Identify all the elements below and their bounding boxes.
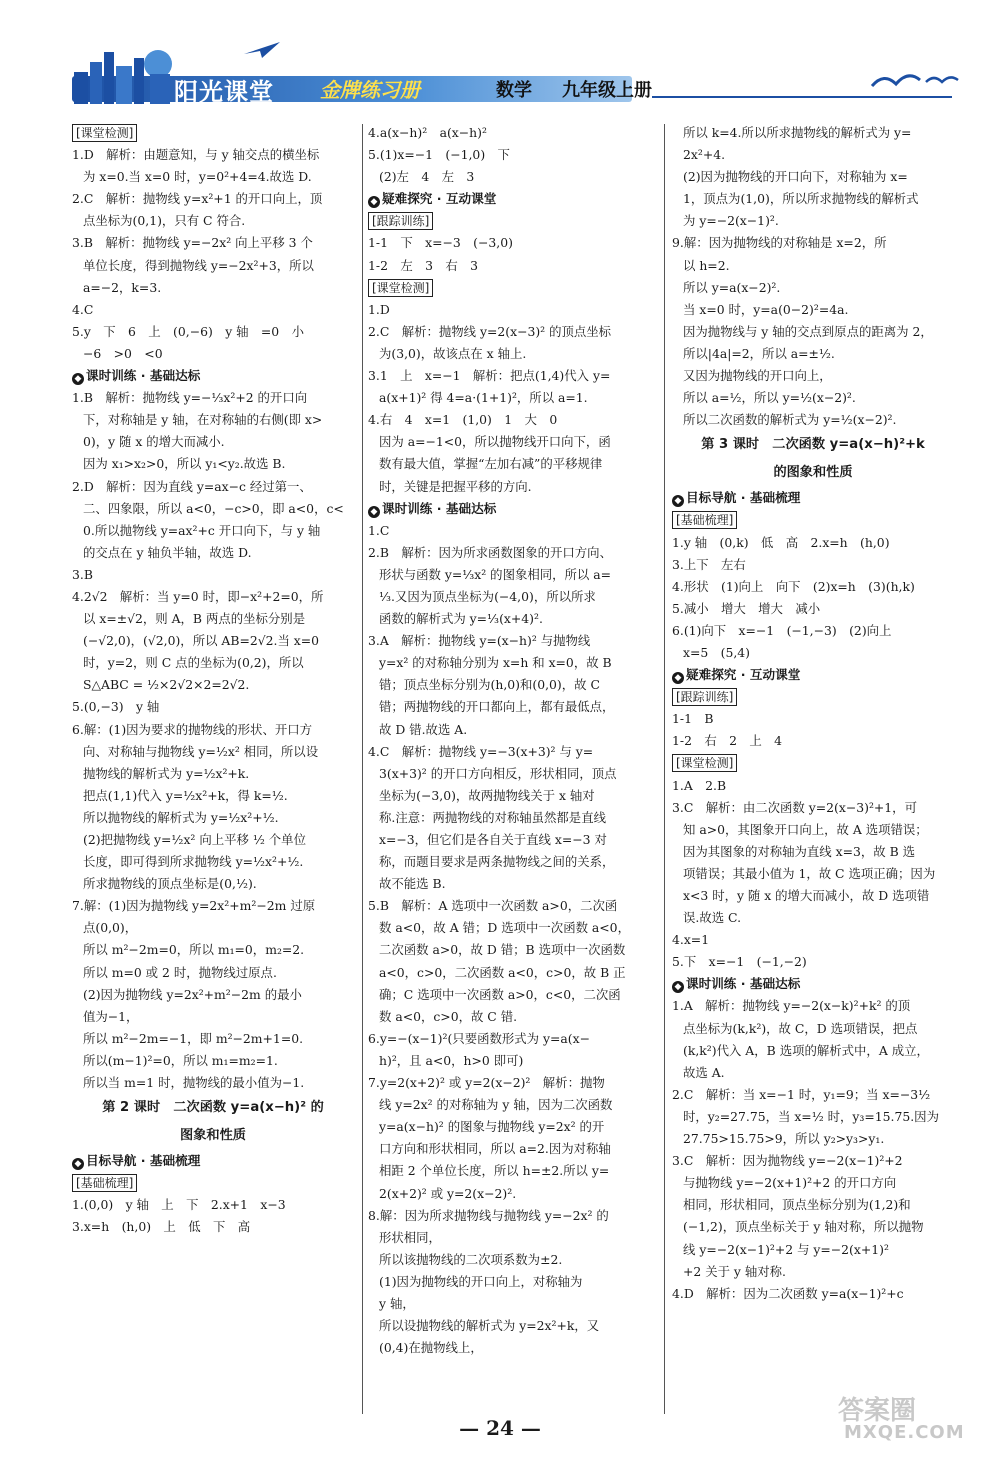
answer-continuation: 口方向和形状相同，所以 a=2.因为对称轴 [379,1141,611,1157]
grade-label: 九年级上册 [562,80,652,101]
answer-continuation: 为 x=0.当 x=0 时，y=0²+4=4.故选 D. [83,169,312,185]
answer-line: 9.解：因为抛物线的对称轴是 x=2，所 [672,235,887,251]
answer-continuation: (k,k²)代入 A，B 选项的解析式中，A 成立， [683,1042,929,1058]
section-heading-text: 目标导航 · 基础梳理 [86,1153,201,1169]
answer-line: 4.2√2 解析：当 y=0 时，即−x²+2=0，所 [72,588,324,604]
section-label-text: [跟踪训练] [368,212,433,230]
column-divider [362,124,363,1414]
answer-line: 3.A 解析：抛物线 y=(x−h)² 与抛物线 [368,633,591,649]
answer-continuation: 线 y=−2(x−1)²+2 与 y=−2(x+1)² [683,1241,889,1257]
answer-line: 5.y 下 6 上 (0,−6) y 轴 =0 小 [72,323,304,339]
answer-continuation: 把点(1,1)代入 y=½x²+k，得 k=½. [83,787,288,803]
answer-column-middle [368,122,648,1359]
answer-continuation: 1，顶点为(1,0)，所以所求抛物线的解析式 [683,191,919,207]
answer-line: 1.C [368,522,390,538]
answer-continuation: 数有最大值，掌握“左加右减”的平移规律 [379,456,603,472]
answer-continuation: 所以|4a|=2，所以 a=±½. [683,345,835,361]
answer-line: 4.形状 (1)向上 向下 (2)x=h (3)(h,k) [672,578,915,594]
answer-line: 5.B 解析：A 选项中一次函数 a>0，二次函 [368,898,618,914]
answer-continuation: 形状相同， [379,1229,441,1245]
answer-continuation: 称，而题目要求是两条抛物线之间的关系， [379,854,615,870]
answer-continuation: 点(0,0)， [83,920,138,936]
section-heading-text: 课时训练 · 基础达标 [686,976,801,992]
answer-continuation: 所以 m²−2m=−1，即 m²−2m+1=0. [83,1030,304,1046]
answer-continuation: y=x² 的对称轴分别为 x=h 和 x=0，故 B [379,655,612,671]
answer-line: 1-2 右 2 上 4 [672,733,783,749]
answer-line: 2.B 解析：因为所求函数图象的开口方向、 [368,544,612,560]
answer-line: 2.C 解析：当 x=−1 时，y₁=9；当 x=−3½ [672,1086,931,1102]
answer-continuation: 单位长度，得到抛物线 y=−2x²+3，所以 [83,257,314,273]
answer-line: 3.x=h (h,0) 上 低 下 高 [72,1219,251,1235]
answer-continuation: 以 x=±√2，则 A，B 两点的坐标分别是 [83,611,306,627]
answer-line: 1.B 解析：抛物线 y=−⅓x²+2 的开口向 [72,390,308,406]
answer-line: 3.C 解析：因为抛物线 y=−2(x−1)²+2 [672,1153,903,1169]
answer-continuation: 知 a>0，其图象开口向上，故 A 选项错误； [683,821,928,837]
answer-continuation: 错；两抛物线的开口都向上，都有最低点， [379,699,615,715]
answer-line: 1-1 下 x=−3 (−3,0) [368,235,513,251]
answer-continuation: a=−2，k=3. [83,279,162,295]
answer-continuation: 长度，即可得到所求抛物线 y=½x²+½. [83,854,304,870]
answer-continuation: 下，对称轴是 y 轴，在对称轴的右侧(即 x> [83,412,323,428]
answer-continuation: 故不能选 B. [379,876,446,892]
section-heading [672,973,954,995]
answer-line: 7.解：(1)因为抛物线 y=2x²+m²−2m 过原 [72,898,316,914]
answer-continuation: 2x²+4. [683,147,726,163]
answer-continuation: (2)把抛物线 y=½x² 向上平移 ½ 个单位 [83,832,306,847]
section-label [368,277,648,299]
answer-continuation: −6 >0 <0 [83,345,163,361]
answer-continuation: 函数的解析式为 y=⅓(x+4)². [379,611,543,627]
section-label [672,752,954,774]
answer-continuation: 时，y=2，则 C 点的坐标为(0,2)，所以 [83,655,304,671]
section-label [672,509,954,531]
watermark-logo: 答案圈 [838,1396,917,1426]
answer-continuation: 因为 x₁>x₂>0，所以 y₁<y₂.故选 B. [83,456,286,472]
answer-line: 2.D 解析：因为直线 y=ax−c 经过第一、 [72,478,312,494]
answer-continuation: 形状与函数 y=⅓x² 的图象相同，所以 a= [379,566,612,582]
answer-line: 5.(0,−3) y 轴 [72,699,160,715]
section-heading-text: 课时训练 · 基础达标 [382,500,497,516]
answer-continuation: 故选 A. [683,1064,725,1080]
answer-continuation: 线 y=2x² 的对称轴为 y 轴，因为二次函数 [379,1097,613,1113]
answer-continuation: 所以 k=4.所以所求抛物线的解析式为 y= [683,125,912,140]
book-subtitle: 金牌练习册 [320,78,420,102]
answer-continuation: 向、对称轴与抛物线 y=½x² 相同，所以设 [83,743,319,759]
answer-continuation: 因为 a=−1<0，所以抛物线开口向下，函 [379,434,611,450]
answer-line: 6.y=−(x−1)²(只要函数形式为 y=a(x− [368,1030,590,1046]
section-bullet-icon: ◆ [368,506,380,518]
answer-continuation: 错；顶点坐标分别为(h,0)和(0,0)，故 C [379,677,600,693]
answer-line: 8.解：因为所求抛物线与抛物线 y=−2x² 的 [368,1207,609,1223]
answer-line: 5.(1)x=−1 (−1,0) 下 [368,147,510,163]
section-bullet-icon: ◆ [672,495,684,507]
section-heading [368,498,648,520]
lesson-title: 第 3 课时 二次函数 y=a(x−h)²+k [701,437,925,453]
answer-line: 5.减小 增大 增大 减小 [672,600,821,616]
answer-continuation: 数 a<0，c>0，故 C 错. [379,1008,518,1024]
answer-continuation: 项错误；其最小值为 1，故 C 选项正确；因为 [683,865,936,881]
answer-line: 1-1 B [672,711,714,727]
answer-continuation: 故 D 错.故选 A. [379,721,468,737]
answer-continuation: (0,4)在抛物线上， [379,1340,483,1356]
answer-continuation: 为(3,0)，故该点在 x 轴上. [379,345,527,361]
answer-line: 3.1 上 x=−1 解析：把点(1,4)代入 y= [368,368,611,384]
answer-continuation: 所以 a=½，所以 y=½(x−2)². [683,390,856,406]
answer-column-right [672,122,954,1305]
answer-continuation: (1)因为抛物线的开口向上，对称轴为 [379,1273,583,1289]
lesson-title: 图象和性质 [180,1128,246,1144]
answer-continuation: 点坐标为(0,1)，只有 C 符合. [83,213,246,229]
answer-continuation: 与抛物线 y=−2(x+1)²+2 的开口方向 [683,1175,897,1191]
section-label [672,686,954,708]
section-label-text: [课堂检测] [672,754,737,772]
answer-line: 1.D 解析：由题意知，与 y 轴交点的横坐标 [72,147,320,163]
section-bullet-icon: ◆ [72,1158,84,1170]
answer-continuation: 所以 y=a(x−2)². [683,279,781,295]
answer-continuation: 0.所以抛物线 y=ax²+c 开口向下，与 y 轴 [83,522,321,538]
answer-line: 4.C 解析：抛物线 y=−3(x+3)² 与 y= [368,743,594,759]
answer-continuation: h)²，且 a<0，h>0 即可) [379,1052,524,1068]
lesson-title: 的图象和性质 [773,465,853,481]
answer-continuation: 为 y=−2(x−1)². [683,213,779,229]
section-label [72,122,354,144]
answer-line: 4.右 4 x=1 (1,0) 1 大 0 [368,412,558,428]
answer-continuation: x=5 (5,4) [683,644,751,660]
answer-continuation: 因为抛物线与 y 轴的交点到原点的距离为 2， [683,323,933,339]
answer-line: 2.C 解析：抛物线 y=2(x−3)² 的顶点坐标 [368,323,612,339]
section-label-text: [基础梳理] [72,1174,137,1192]
section-label-text: [基础梳理] [672,511,737,529]
section-heading [672,487,954,509]
subject-label: 数学 [496,80,532,101]
answer-continuation: x=−3，但它们是各自关于直线 x=−3 对 [379,832,607,847]
answer-continuation: 值为−1， [83,1008,139,1024]
answer-continuation: y=a(x−h)² 的图象与抛物线 y=2x² 的开 [379,1119,605,1135]
answer-line: 1.(0,0) y 轴 上 下 2.x+1 x−3 [72,1197,286,1213]
answer-continuation: 相同，形状相同，顶点坐标分别为(1,2)和 [683,1197,911,1213]
answer-continuation: 所以 m²−2m=0，所以 m₁=0，m₂=2. [83,942,305,958]
answer-line: 4.x=1 [672,932,710,948]
answer-line: 5.下 x=−1 (−1,−2) [672,954,807,970]
answer-continuation: 点坐标为(k,k²)，故 C，D 选项错误，把点 [683,1020,918,1036]
answer-continuation: S△ABC = ½×2√2×2=2√2. [83,677,250,693]
column-divider [664,124,665,1414]
section-bullet-icon: ◆ [368,196,380,208]
answer-continuation: 2(x+2)² 或 y=2(x−2)². [379,1185,517,1201]
book-title: 阳光课堂 [174,78,274,106]
answer-continuation: (2)因为抛物线 y=2x²+m²−2m 的最小 [83,986,302,1002]
answer-continuation: 二次函数 a>0，故 D 错；B 选项中一次函数 [379,942,626,958]
answer-continuation: 坐标为(−3,0)，故两抛物线关于 x 轴对 [379,787,595,803]
answer-line: 4.C [72,301,94,317]
answer-continuation: 3(x+3)² 的开口方向相反，形状相同，顶点 [379,765,617,781]
section-bullet-icon: ◆ [672,981,684,993]
section-heading-text: 疑难探究 · 互动课堂 [382,191,497,207]
answer-continuation: 0)，y 随 x 的增大而减小. [83,434,225,450]
answer-continuation: +2 关于 y 轴对称. [683,1263,786,1279]
answer-continuation: 确；C 选项中一次函数 a>0，c<0，二次函 [379,986,621,1002]
section-heading [672,664,954,686]
section-label-text: [课堂检测] [368,279,433,297]
answer-continuation: y 轴， [379,1295,415,1311]
section-heading [72,365,354,387]
section-heading-text: 课时训练 · 基础达标 [86,368,201,384]
answer-line: 3.B [72,566,93,582]
answer-continuation: 误.故选 C. [683,910,742,926]
answer-continuation: x<3 时，y 随 x 的增大而减小，故 D 选项错 [683,888,930,903]
answer-line: 1.D [368,301,390,317]
answer-continuation: 所以 m=0 或 2 时，抛物线过原点. [83,964,277,980]
lesson-title: 第 2 课时 二次函数 y=a(x−h)² 的 [102,1100,324,1116]
watermark [830,1390,990,1450]
answer-continuation: a(x+1)² 得 4=a·(1+1)²，所以 a=1. [379,390,588,406]
answer-continuation: (−√2,0)，(√2,0)，所以 AB=2√2.当 x=0 [83,633,320,649]
answer-line: 7.y=2(x+2)² 或 y=2(x−2)² 解析：抛物 [368,1075,605,1091]
answer-continuation: 27.75>15.75>9，所以 y₂>y₃>y₁. [683,1131,885,1147]
section-heading [72,1150,354,1172]
section-label [72,1172,354,1194]
answer-line: 3.B 解析：抛物线 y=−2x² 向上平移 3 个 [72,235,313,251]
header-banner [62,62,950,114]
answer-continuation: 的交点在 y 轴负半轴，故选 D. [83,544,252,560]
city-skyline-icon [70,44,180,104]
section-heading-text: 疑难探究 · 互动课堂 [686,667,801,683]
section-heading [368,188,648,210]
answer-continuation: 数 a<0，故 A 错；D 选项中一次函数 a<0， [379,920,630,936]
section-label [368,210,648,232]
answer-continuation: 所以抛物线的解析式为 y=½x²+½. [83,809,279,825]
answer-line: 1.A 2.B [672,777,727,793]
answer-continuation: 二、四象限，所以 a<0，−c>0，即 a<0，c< [83,500,344,516]
answer-line: 4.D 解析：因为二次函数 y=a(x−1)²+c [672,1285,904,1301]
answer-continuation: 所以设抛物线的解析式为 y=2x²+k，又 [379,1318,600,1334]
answer-continuation: 所以(m−1)²=0，所以 m₁=m₂=1. [83,1052,278,1068]
section-label-text: [跟踪训练] [672,688,737,706]
answer-continuation: a<0，c>0，二次函数 a<0，c>0，故 B 正 [379,964,626,980]
section-heading-text: 目标导航 · 基础梳理 [686,490,801,506]
answer-line: 2.C 解析：抛物线 y=x²+1 的开口向上，顶 [72,191,323,207]
birds-icon [862,62,972,102]
answer-line: 6.解：(1)因为要求的抛物线的形状、开口方 [72,721,313,737]
answer-continuation: (2)因为抛物线的开口向下，对称轴为 x= [683,169,908,185]
answer-line: 6.(1)向下 x=−1 (−1,−3) (2)向上 [672,622,892,638]
page-number: — 24 — [459,1416,541,1440]
section-label-text: [课堂检测] [72,124,137,142]
answer-line: 4.a(x−h)² a(x−h)² [368,125,487,140]
watermark-site: MXQE.COM [844,1422,965,1443]
answer-continuation: (2)左 4 左 3 [379,169,475,185]
answer-line: 3.C 解析：由二次函数 y=2(x−3)²+1，可 [672,799,917,815]
answer-continuation: 相距 2 个单位长度，所以 h=±2.所以 y= [379,1163,610,1179]
answer-continuation: 以 h=2. [683,257,730,273]
answer-continuation: 所求抛物线的顶点坐标是(0,½). [83,876,257,892]
answer-line: 1.A 解析：抛物线 y=−2(x−k)²+k² 的顶 [672,998,911,1014]
answer-continuation: 称.注意：两抛物线的对称轴虽然都是直线 [379,809,606,825]
section-bullet-icon: ◆ [672,672,684,684]
paper-plane-icon [242,40,282,60]
section-bullet-icon: ◆ [72,373,84,385]
answer-continuation: 所以该抛物线的二次项系数为±2. [379,1251,563,1267]
answer-continuation: 所以当 m=1 时，抛物线的最小值为−1. [83,1075,305,1091]
answer-line: 1-2 左 3 右 3 [368,257,479,273]
answer-continuation: 抛物线的解析式为 y=½x²+k. [83,765,250,781]
answer-continuation: ⅓.又因为顶点坐标为(−4,0)，所以所求 [379,588,596,604]
answer-continuation: 时，y₂=27.75，当 x=½ 时，y₃=15.75.因为 [683,1108,939,1124]
answer-continuation: 因为其图象的对称轴为直线 x=3，故 B 选 [683,843,916,859]
answer-continuation: (−1,2)，顶点坐标关于 y 轴对称，所以抛物 [683,1219,924,1235]
answer-continuation: 又因为抛物线的开口向上， [683,368,832,384]
answer-continuation: 时，关键是把握平移的方向. [379,478,532,494]
answer-continuation: 所以二次函数的解析式为 y=½(x−2)². [683,412,897,428]
answer-column-left [72,122,354,1239]
answer-line: 1.y 轴 (0,k) 低 高 2.x=h (h,0) [672,534,890,550]
answer-continuation: 当 x=0 时，y=a(0−2)²=4a. [683,301,849,317]
answer-line: 3.上下 左右 [672,556,746,572]
